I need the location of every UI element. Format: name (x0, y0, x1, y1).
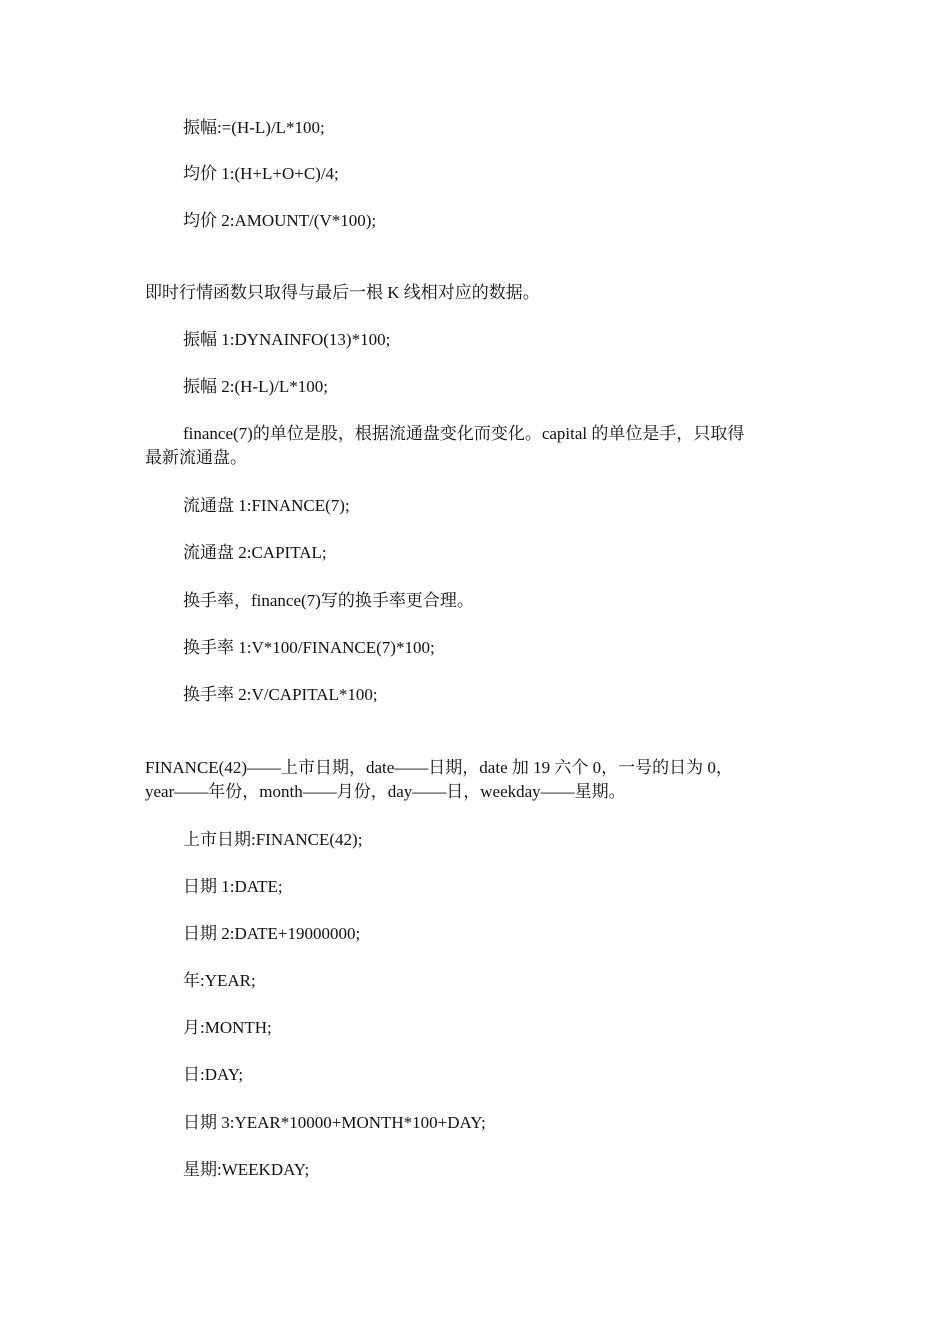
formula-month: 月:MONTH; (183, 1018, 272, 1037)
date-note-line-2: year——年份，month——月份，day——日，weekday——星期。 (145, 782, 626, 801)
finance-note-line-1: finance(7)的单位是股，根据流通盘变化而变化。capital 的单位是手，只取得 (183, 424, 745, 443)
formula-avg-price-1: 均价 1:(H+L+O+C)/4; (183, 164, 339, 183)
finance-note-paragraph (145, 422, 810, 470)
formula-float-shares-2: 流通盘 2:CAPITAL; (183, 543, 327, 562)
formula-float-shares-1: 流通盘 1:FINANCE(7); (183, 496, 350, 515)
formula-date-1: 日期 1:DATE; (183, 877, 283, 896)
formula-day: 日:DAY; (183, 1065, 244, 1084)
turnover-note: 换手率，finance(7)写的换手率更合理。 (183, 591, 474, 610)
formula-date-2: 日期 2:DATE+19000000; (183, 924, 361, 943)
formula-amplitude-1: 振幅 1:DYNAINFO(13)*100; (183, 330, 391, 349)
date-note-line-1: FINANCE(42)——上市日期，date——日期，date 加 19 六个 0，一号的日为 0， (145, 758, 733, 777)
date-note-paragraph (145, 756, 810, 804)
formula-listing-date: 上市日期:FINANCE(42); (183, 830, 363, 849)
formula-date-3: 日期 3:YEAR*10000+MONTH*100+DAY; (183, 1113, 486, 1132)
formula-amplitude-2: 振幅 2:(H-L)/L*100; (183, 377, 328, 396)
formula-avg-price-2: 均价 2:AMOUNT/(V*100); (183, 211, 377, 230)
formula-turnover-2: 换手率 2:V/CAPITAL*100; (183, 685, 378, 704)
finance-note-line-2: 最新流通盘。 (145, 448, 247, 467)
formula-turnover-1: 换手率 1:V*100/FINANCE(7)*100; (183, 638, 435, 657)
formula-year: 年:YEAR; (183, 971, 256, 990)
formula-amplitude: 振幅:=(H-L)/L*100; (183, 118, 325, 137)
formula-weekday: 星期:WEEKDAY; (183, 1160, 310, 1179)
realtime-note: 即时行情函数只取得与最后一根 K 线相对应的数据。 (145, 283, 540, 302)
